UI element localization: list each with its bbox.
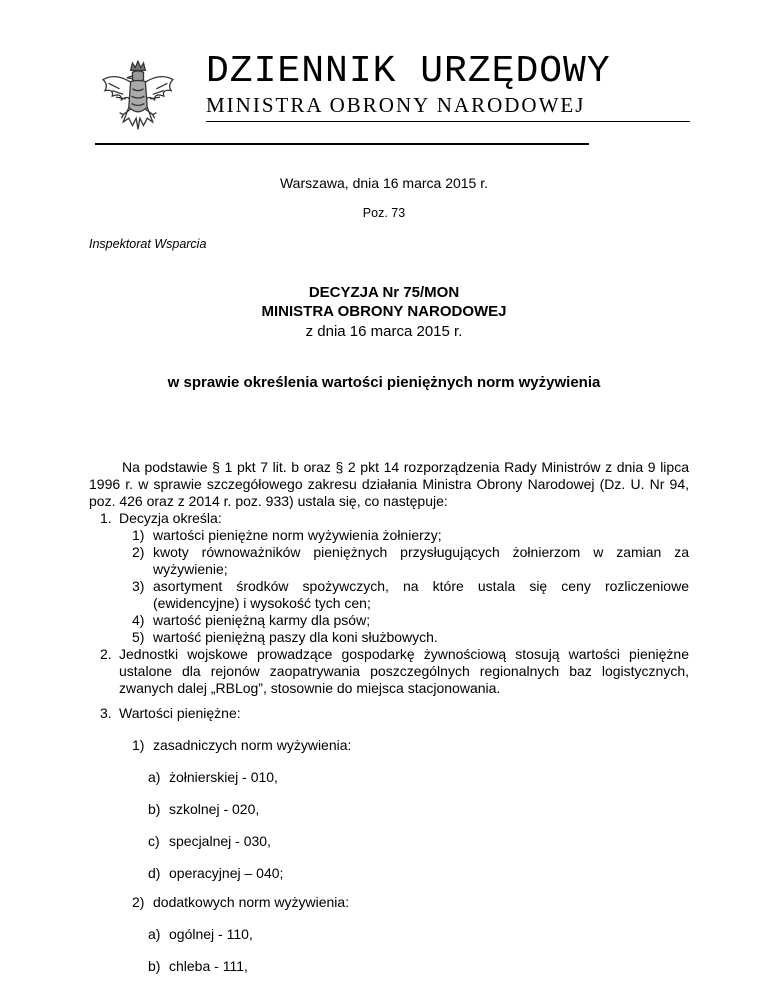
sub-item-letter: b) bbox=[148, 801, 161, 817]
preamble: Na podstawie § 1 pkt 7 lit. b oraz § 2 pkt 14 rozporządzenia Rady Ministrów z dnia 9 lipca 1996 r. w sprawie szczegółowego zakresu działania Ministra Obrony Narodowej (Dz. U. Nr 94, poz. 426 oraz z 2014 r. poz. 933) ustala się, co następuje: bbox=[89, 459, 689, 509]
sub-item-letter: d) bbox=[148, 865, 161, 881]
sub-item bbox=[89, 833, 689, 850]
position-number: Poz. 73 bbox=[362, 206, 406, 220]
eagle-emblem-icon bbox=[92, 52, 184, 144]
sub-item bbox=[89, 926, 689, 943]
item-number: 2) bbox=[132, 894, 145, 910]
journal-title: DZIENNIK URZĘDOWY bbox=[206, 50, 611, 93]
sub-item bbox=[89, 865, 689, 882]
paragraph-number: 3. bbox=[100, 705, 112, 721]
list-item bbox=[89, 894, 689, 911]
list-item bbox=[89, 578, 689, 612]
sub-item-text: szkolnej - 020, bbox=[169, 801, 260, 817]
paragraph-text: Wartości pieniężne: bbox=[119, 705, 241, 721]
paragraph-number: 2. bbox=[100, 646, 112, 662]
document-body bbox=[89, 459, 689, 975]
item-text: kwoty równoważników pieniężnych przysługujących żołnierzom w zamian za wyżywienie; bbox=[153, 544, 689, 577]
journal-subtitle: MINISTRA OBRONY NARODOWEJ bbox=[206, 93, 586, 117]
paragraph-1 bbox=[89, 510, 689, 527]
item-number: 1) bbox=[132, 737, 145, 753]
masthead-underline bbox=[95, 143, 589, 145]
decision-subject: w sprawie określenia wartości pieniężnych norm wyżywienia bbox=[167, 374, 601, 391]
sub-item-text: ogólnej - 110, bbox=[169, 926, 253, 942]
sub-item-text: specjalnej - 030, bbox=[169, 833, 271, 849]
sub-item-letter: c) bbox=[148, 833, 160, 849]
paragraph-number: 1. bbox=[100, 510, 112, 526]
item-number: 4) bbox=[132, 612, 145, 628]
decision-authority: MINISTRA OBRONY NARODOWEJ bbox=[261, 303, 507, 320]
item-number: 2) bbox=[132, 544, 145, 560]
item-number: 1) bbox=[132, 527, 145, 543]
list-item bbox=[89, 527, 689, 544]
list-item bbox=[89, 629, 689, 646]
paragraph-2 bbox=[89, 646, 689, 697]
issuer: Inspektorat Wsparcia bbox=[89, 237, 207, 251]
list-item bbox=[89, 737, 689, 754]
item-number: 3) bbox=[132, 578, 145, 594]
sub-item-text: żołnierskiej - 010, bbox=[169, 769, 278, 785]
sub-item-letter: b) bbox=[148, 958, 161, 974]
decision-date: z dnia 16 marca 2015 r. bbox=[305, 323, 463, 340]
list-item bbox=[89, 612, 689, 629]
sub-item bbox=[89, 958, 689, 975]
masthead-divider bbox=[206, 121, 690, 122]
sub-item-text: chleba - 111, bbox=[169, 958, 248, 974]
sub-item-letter: a) bbox=[148, 769, 161, 785]
sub-item bbox=[89, 769, 689, 786]
paragraph-3 bbox=[89, 705, 689, 722]
item-text: wartości pieniężne norm wyżywienia żołnierzy; bbox=[153, 527, 442, 543]
masthead bbox=[0, 0, 768, 160]
place-date: Warszawa, dnia 16 marca 2015 r. bbox=[279, 175, 489, 191]
paragraph-text: Jednostki wojskowe prowadzące gospodarkę żywnościową stosują wartości pieniężne ustalone dla rejonów zaopatrywania poszczególnych regionalnych baz logistycznych, zwanych dalej „RBLog”, stosownie do miejsca stacjonowania. bbox=[119, 646, 689, 696]
list-item bbox=[89, 544, 689, 578]
decision-number: DECYZJA Nr 75/MON bbox=[308, 284, 460, 301]
item-text: zasadniczych norm wyżywienia: bbox=[153, 737, 352, 753]
item-number: 5) bbox=[132, 629, 145, 645]
sub-item-letter: a) bbox=[148, 926, 161, 942]
item-text: wartość pieniężną paszy dla koni służbowych. bbox=[153, 629, 438, 645]
sub-item-text: operacyjnej – 040; bbox=[169, 865, 284, 881]
item-text: asortyment środków spożywczych, na które ustala się ceny rozliczeniowe (ewidencyjne) i wysokość tych cen; bbox=[153, 578, 689, 611]
item-text: wartość pieniężną karmy dla psów; bbox=[153, 612, 371, 628]
item-text: dodatkowych norm wyżywienia: bbox=[153, 894, 350, 910]
paragraph-text: Decyzja określa: bbox=[119, 510, 222, 526]
sub-item bbox=[89, 801, 689, 818]
